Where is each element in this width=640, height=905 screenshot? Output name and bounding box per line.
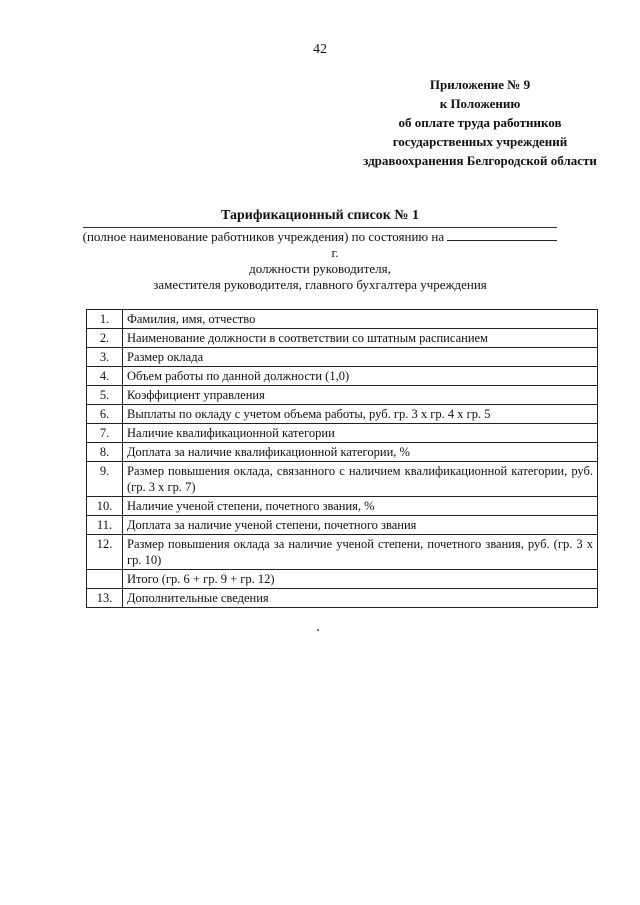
row-text: Размер оклада: [123, 348, 598, 367]
row-text: Объем работы по данной должности (1,0): [123, 367, 598, 386]
table-row: [87, 589, 598, 608]
appendix-header: [330, 75, 630, 170]
table-row: [87, 405, 598, 424]
row-text: Фамилия, имя, отчество: [123, 310, 598, 329]
table-row: [87, 535, 598, 570]
row-number: 9.: [87, 462, 123, 497]
table-row: [87, 386, 598, 405]
appendix-line: государственных учреждений: [392, 134, 568, 149]
row-text: Размер повышения оклада за наличие ученой степени, почетного звания, руб. (гр. 3 х гр. 10): [123, 535, 598, 570]
row-number: 12.: [87, 535, 123, 570]
table-row: [87, 348, 598, 367]
row-number: 7.: [87, 424, 123, 443]
table-row: [87, 497, 598, 516]
table-row: [87, 310, 598, 329]
document-title: Тарификационный список № 1: [221, 208, 419, 223]
row-number: 6.: [87, 405, 123, 424]
row-number: 11.: [87, 516, 123, 535]
row-text: Дополнительные сведения: [123, 589, 598, 608]
table-row: [87, 516, 598, 535]
row-text: Доплата за наличие квалификационной категории, %: [123, 443, 598, 462]
appendix-line: к Положению: [439, 96, 521, 111]
table-row-total: [87, 570, 598, 589]
page-number: 42: [313, 42, 327, 57]
row-text: Итого (гр. 6 + гр. 9 + гр. 12): [123, 570, 598, 589]
subtitle-line-1: [83, 227, 558, 245]
row-number: 1.: [87, 310, 123, 329]
tariff-table: [86, 309, 598, 608]
row-number: 3.: [87, 348, 123, 367]
table-row: [87, 424, 598, 443]
table-row: [87, 443, 598, 462]
row-number: 10.: [87, 497, 123, 516]
row-text: Наличие ученой степени, почетного звания, %: [123, 497, 598, 516]
row-text: Коэффициент управления: [123, 386, 598, 405]
date-blank: [447, 230, 557, 241]
row-number: 13.: [87, 589, 123, 608]
row-number: 8.: [87, 443, 123, 462]
subtitle-year-suffix: г.: [331, 245, 339, 260]
appendix-line: об оплате труда работников: [398, 115, 562, 130]
table-row: [87, 367, 598, 386]
scan-speck: [317, 629, 319, 631]
row-text: Доплата за наличие ученой степени, почетного звания: [123, 516, 598, 535]
appendix-line: Приложение № 9: [429, 77, 531, 92]
row-number: 4.: [87, 367, 123, 386]
subtitle-line-3: заместителя руководителя, главного бухгалтера учреждения: [153, 277, 487, 292]
table-row: [87, 329, 598, 348]
table-row: [87, 462, 598, 497]
row-text: Выплаты по окладу с учетом объема работы, руб. гр. 3 х гр. 4 х гр. 5: [123, 405, 598, 424]
document-subtitle: [70, 227, 570, 293]
appendix-line: здравоохранения Белгородской области: [363, 153, 597, 168]
row-text: Наименование должности в соответствии со штатным расписанием: [123, 329, 598, 348]
row-number: 5.: [87, 386, 123, 405]
row-number: 2.: [87, 329, 123, 348]
row-text: Наличие квалификационной категории: [123, 424, 598, 443]
row-number: [87, 570, 123, 589]
subtitle-line-2: должности руководителя,: [249, 261, 391, 276]
row-text: Размер повышения оклада, связанного с наличием квалификационной категории, руб. (гр. 3 х гр. 7): [123, 462, 598, 497]
subtitle-line-1-text: (полное наименование работников учреждения) по состоянию на: [82, 229, 445, 244]
